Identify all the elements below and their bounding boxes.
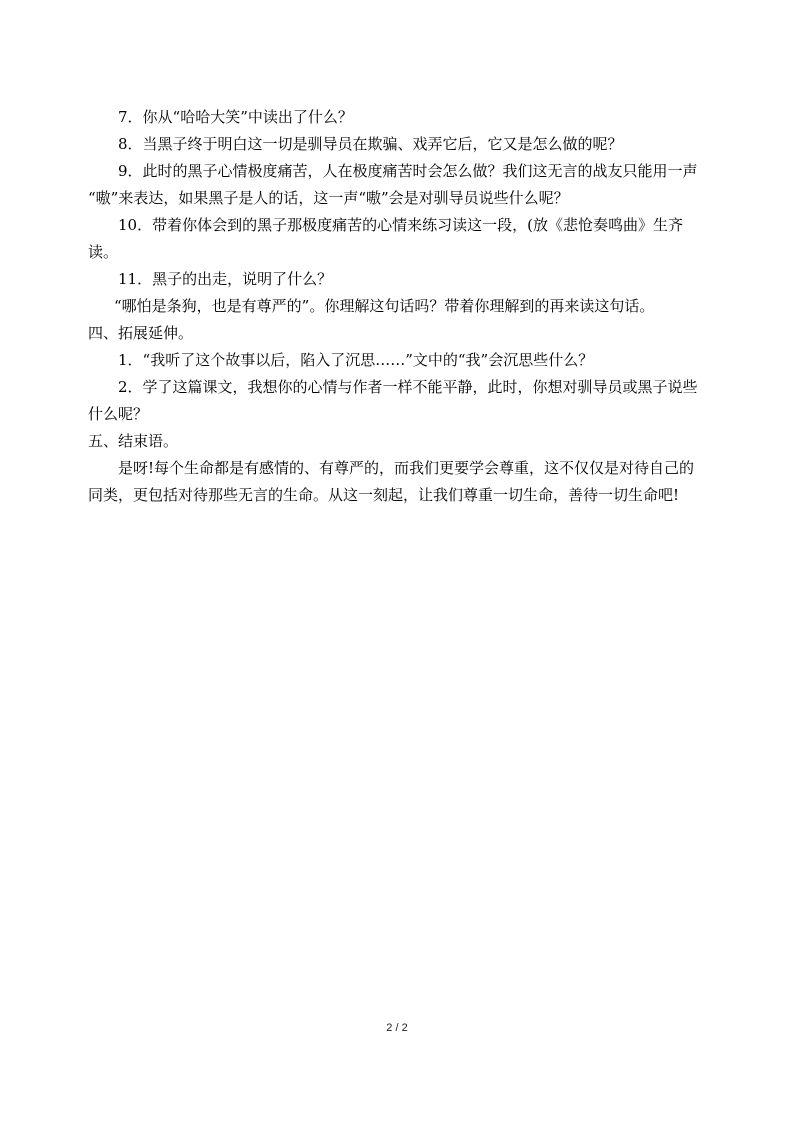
conclusion-line-1: 是呀!每个生命都是有感情的、有尊严的，而我们更要学会尊重，这不仅仅是对待自己的: [118, 459, 695, 477]
section-heading-extension: 四、拓展延伸。: [88, 324, 194, 342]
question-9-line-2: “嗷”来表达，如果黑子是人的话，这一声“嗷”会是对驯导员说些什么呢？: [88, 189, 569, 207]
page-number: 2 / 2: [386, 1022, 408, 1034]
extension-item-2-line-2: 什么呢？: [88, 405, 149, 423]
extension-item-2-line-1: 2．学了这篇课文，我想你的心情与作者一样不能平静，此时，你想对驯导员或黑子说些: [118, 378, 698, 396]
dignity-quote: “哪怕是条狗，也是有尊严的”。你理解这句话吗？带着你理解到的再来读这句话。: [114, 297, 655, 315]
question-10-line-1: 10．带着你体会到的黑子那极度痛苦的心情来练习读这一段，(放《悲怆奏鸣曲》生齐: [118, 216, 683, 234]
question-10-line-2: 读。: [88, 243, 119, 261]
question-11: 11．黑子的出走，说明了什么？: [118, 270, 333, 288]
conclusion-line-2: 同类，更包括对待那些无言的生命。从这一刻起，让我们尊重一切生命，善待一切生命吧!: [88, 486, 680, 504]
document-body: [88, 104, 718, 509]
section-heading-conclusion: 五、结束语。: [88, 432, 179, 450]
question-8: 8．当黑子终于明白这一切是驯导员在欺骗、戏弄它后，它又是怎么做的呢？: [118, 135, 623, 153]
extension-item-1: 1．“我听了这个故事以后，陷入了沉思……”文中的“我”会沉思些什么？: [118, 351, 594, 369]
question-7: 7．你从“哈哈大笑”中读出了什么？: [118, 108, 353, 126]
question-9-line-1: 9．此时的黑子心情极度痛苦，人在极度痛苦时会怎么做？我们这无言的战友只能用一声: [118, 162, 698, 180]
